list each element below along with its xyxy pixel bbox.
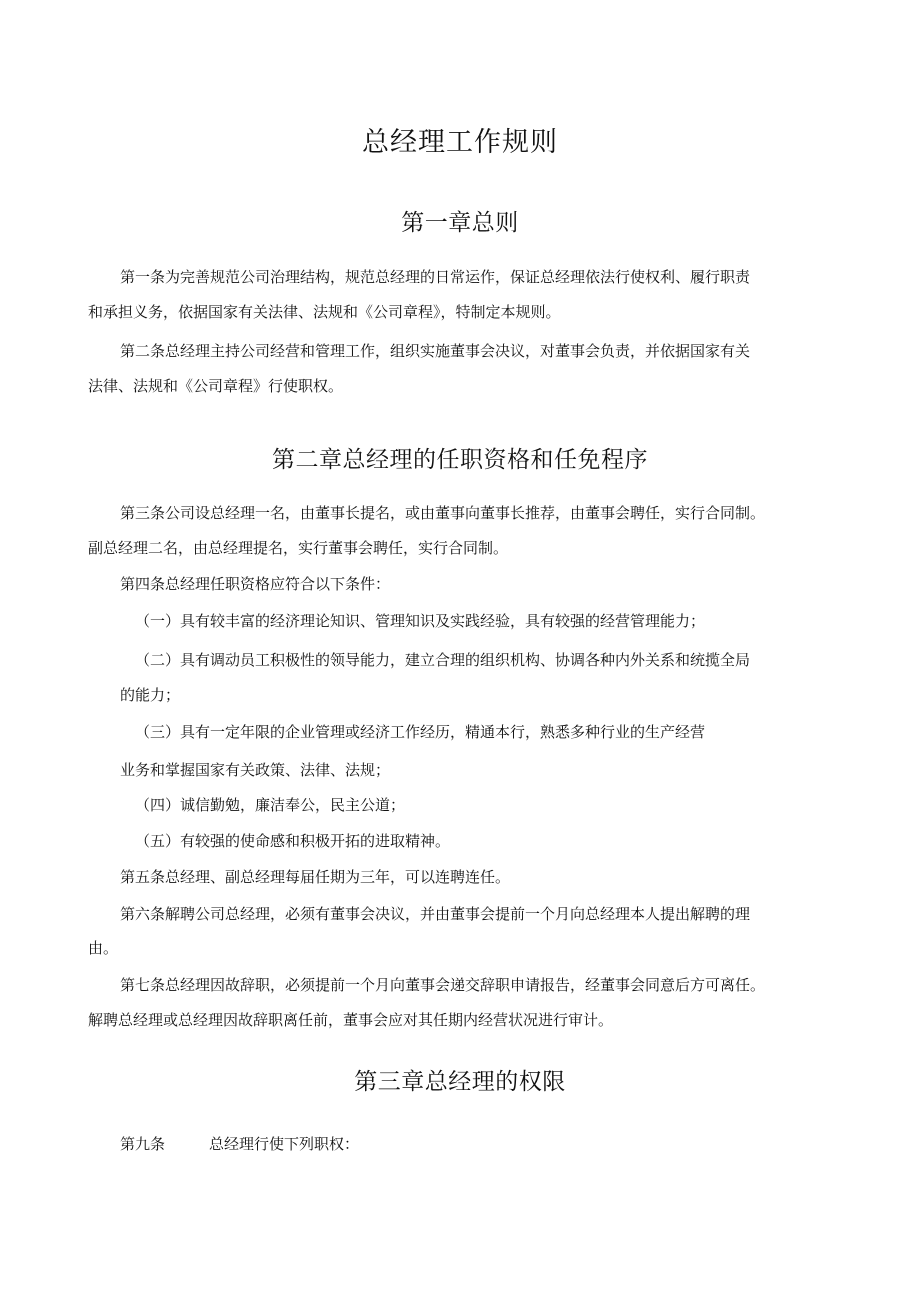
article-4-item-3-line-1: （三）具有一定年限的企业管理或经济工作经历，精通本行，熟悉多种行业的生产经营 [135, 723, 706, 741]
article-5: 第五条总经理、副总经理每届任期为三年，可以连聘连任。 [120, 868, 511, 886]
article-1-line-1: 第一条为完善规范公司治理结构，规范总经理的日常运作，保证总经理依法行使权利、履行职责 [120, 268, 751, 286]
article-4-item-2-line-1: （二）具有调动员工积极性的领导能力，建立合理的组织机构、协调各种内外关系和统揽全局 [135, 651, 751, 669]
article-4-item-4: （四）诚信勤勉，廉洁奉公，民主公道； [135, 796, 406, 814]
article-4-item-2-line-2: 的能力； [120, 686, 181, 704]
article-7-line-1: 第七条总经理因故辞职，必须提前一个月向董事会递交辞职申请报告，经董事会同意后方可离任。 [120, 976, 766, 994]
article-9-text: 总经理行使下列职权： [209, 1135, 360, 1153]
article-9 [120, 1134, 359, 1154]
article-6-line-2: 由。 [88, 939, 119, 957]
article-3-line-1: 第三条公司设总经理一名，由董事长提名，或由董事向董事长推荐，由董事会聘任，实行合同制。 [120, 504, 766, 522]
article-2-line-2: 法律、法规和《公司章程》行使职权。 [88, 377, 344, 395]
article-7-line-2: 解聘总经理或总经理因故辞职离任前，董事会应对其任期内经营状况进行审计。 [88, 1011, 614, 1029]
article-4-item-5: （五）有较强的使命感和积极开拓的进取精神。 [135, 832, 451, 850]
article-1-line-2: 和承担义务，依据国家有关法律、法规和《公司章程》，特制定本规则。 [88, 303, 561, 321]
chapter-2-heading: 第二章总经理的任职资格和任免程序 [272, 447, 648, 473]
article-6-line-1: 第六条解聘公司总经理，必须有董事会决议，并由董事会提前一个月向总经理本人提出解聘的理 [120, 905, 751, 923]
article-4: 第四条总经理任职资格应符合以下条件： [120, 575, 391, 593]
article-2-line-1: 第二条总经理主持公司经营和管理工作，组织实施董事会决议，对董事会负责，并依据国家有关 [120, 342, 751, 360]
article-3-line-2: 副总经理二名，由总经理提名，实行董事会聘任，实行合同制。 [88, 539, 509, 557]
chapter-3-heading: 第三章总经理的权限 [354, 1069, 566, 1095]
article-4-item-1: （一）具有较丰富的经济理论知识、管理知识及实践经验，具有较强的经营管理能力； [135, 612, 706, 630]
article-9-label: 第九条 [120, 1135, 166, 1153]
article-4-item-3-line-2: 业务和掌握国家有关政策、法律、法规； [120, 761, 391, 779]
chapter-1-heading: 第一章总则 [401, 210, 519, 236]
document-title: 总经理工作规则 [362, 127, 558, 158]
